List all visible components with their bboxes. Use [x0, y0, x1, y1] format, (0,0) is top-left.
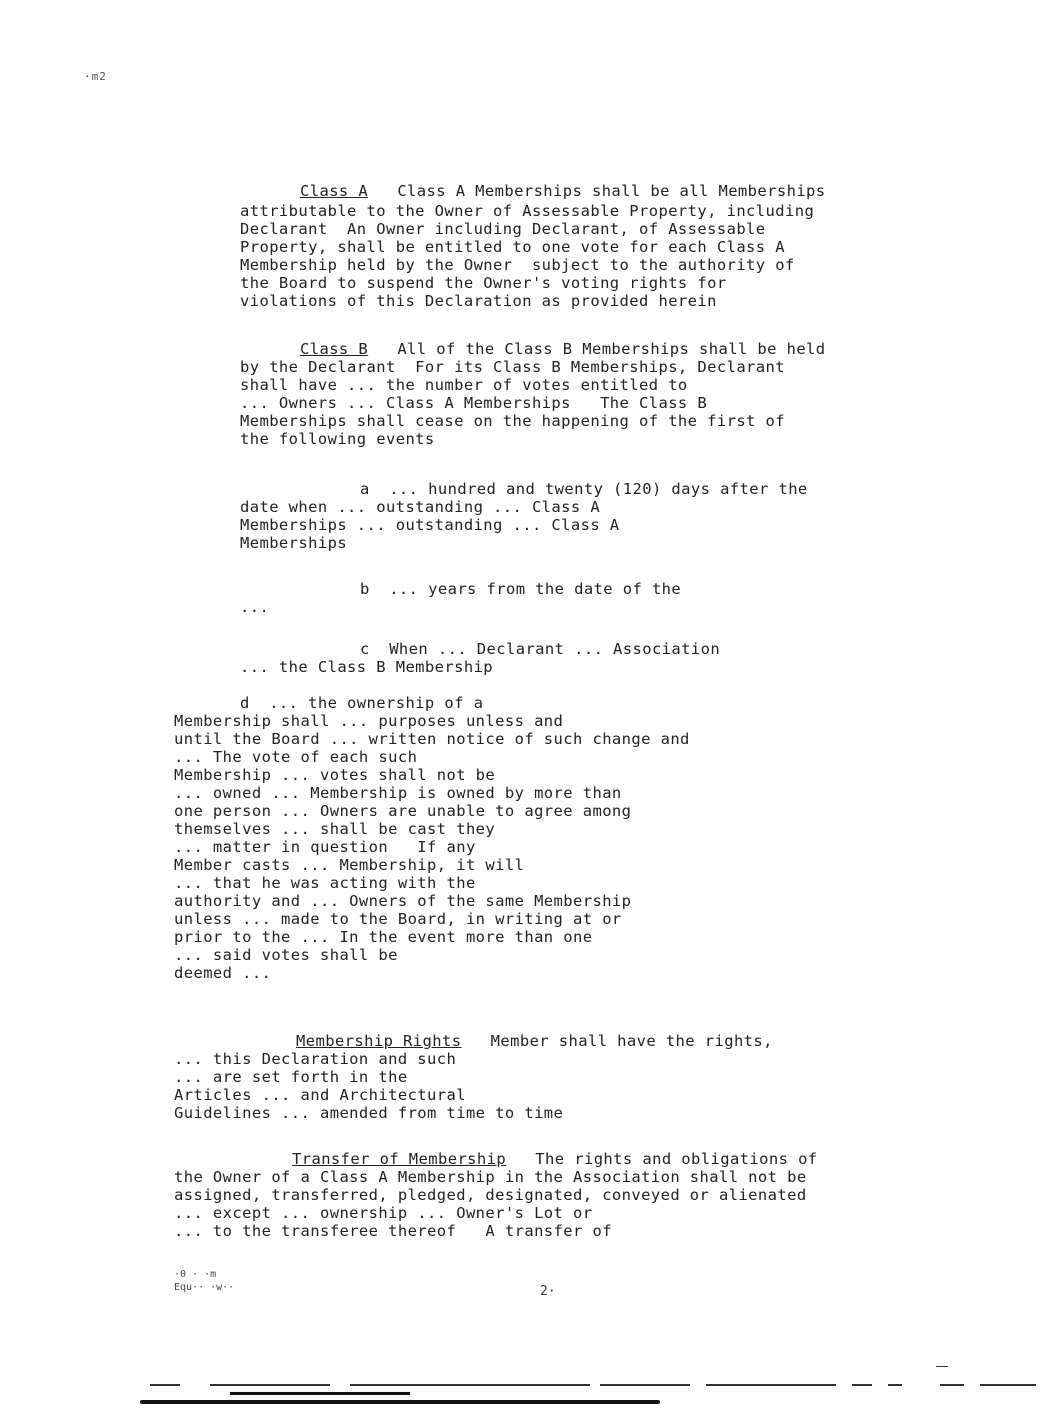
scan-artifact	[230, 1392, 410, 1395]
scan-artifact	[140, 1400, 660, 1404]
text-line: authority and ... Owners of the same Membership	[174, 892, 632, 910]
text-line: Guidelines ... amended from time to time	[174, 1104, 564, 1122]
text-line: Class B All of the Class B Memberships shall be held	[300, 340, 826, 358]
text-line: by the Declarant For its Class B Memberships, Declarant	[240, 358, 785, 376]
scan-artifact	[852, 1384, 872, 1386]
text-line: d ... the ownership of a	[240, 694, 484, 712]
text-line: Memberships ... outstanding ... Class A	[240, 516, 620, 534]
text-line: ... to the transferee thereof A transfer of	[174, 1222, 612, 1240]
text-line: a ... hundred and twenty (120) days after the	[360, 480, 808, 498]
text-line: one person ... Owners are unable to agree among	[174, 802, 632, 820]
text-line: ... this Declaration and such	[174, 1050, 457, 1068]
scan-artifact	[980, 1384, 1036, 1386]
text-line: Memberships	[240, 534, 348, 552]
section-heading: Membership Rights	[296, 1032, 462, 1050]
text-line: Membership Rights Member shall have the rights,	[296, 1032, 773, 1050]
text-line: shall have ... the number of votes entitled to	[240, 376, 688, 394]
text-line: Memberships shall cease on the happening of the first of	[240, 412, 785, 430]
text-line: until the Board ... written notice of such change and	[174, 730, 690, 748]
text-line: Membership held by the Owner subject to the authority of	[240, 256, 795, 274]
text-line: ... said votes shall be	[174, 946, 398, 964]
text-line: prior to the ... In the event more than one	[174, 928, 593, 946]
scan-artifact	[600, 1384, 690, 1386]
text-line: ... are set forth in the	[174, 1068, 408, 1086]
text-line: Articles ... and Architectural	[174, 1086, 466, 1104]
text-line: ... matter in question If any	[174, 838, 476, 856]
footer-line: ·0 · ·m	[174, 1269, 217, 1280]
text-line: assigned, transferred, pledged, designated, conveyed or alienated	[174, 1186, 807, 1204]
scan-artifact	[888, 1384, 902, 1386]
text-line: Class A Class A Memberships shall be all Memberships	[300, 182, 826, 200]
text-line: the Board to suspend the Owner's voting rights for	[240, 274, 727, 292]
footer-doc-id	[174, 1268, 234, 1294]
text-line: ... that he was acting with the	[174, 874, 476, 892]
scan-artifact	[940, 1384, 964, 1386]
text-line: b ... years from the date of the	[360, 580, 682, 598]
text-line: the Owner of a Class A Membership in the Association shall not be	[174, 1168, 807, 1186]
section-heading: Class A	[300, 182, 369, 200]
text-line: the following events	[240, 430, 435, 448]
scan-artifact	[150, 1384, 180, 1386]
text-line: ...	[240, 598, 279, 616]
text-line: Transfer of Membership The rights and obligations of	[292, 1150, 818, 1168]
footer-line: Equ·· ·w··	[174, 1282, 235, 1293]
text-line: deemed ...	[174, 964, 272, 982]
scan-artifact	[350, 1384, 590, 1386]
text-line: c When ... Declarant ... Association	[360, 640, 721, 658]
corner-mark: ·m2	[84, 70, 107, 83]
text-line: attributable to the Owner of Assessable Property, including	[240, 202, 815, 220]
text-line: Membership ... votes shall not be	[174, 766, 496, 784]
section-heading: Transfer of Membership	[292, 1150, 507, 1168]
text-line: violations of this Declaration as provided herein	[240, 292, 717, 310]
text-line: Member casts ... Membership, it will	[174, 856, 525, 874]
text-line: ... except ... ownership ... Owner's Lot or	[174, 1204, 593, 1222]
scan-artifact	[706, 1384, 836, 1386]
text-line: ... Owners ... Class A Memberships The Class B	[240, 394, 708, 412]
text-line: Declarant An Owner including Declarant, of Assessable	[240, 220, 766, 238]
text-line: Property, shall be entitled to one vote for each Class A	[240, 238, 785, 256]
page-number: 2·	[540, 1284, 556, 1299]
text-line: ... The vote of each such	[174, 748, 418, 766]
text-line: ... owned ... Membership is owned by more than	[174, 784, 622, 802]
section-heading: Class B	[300, 340, 369, 358]
scan-artifact	[936, 1366, 948, 1367]
text-line: themselves ... shall be cast they	[174, 820, 496, 838]
scan-artifact	[210, 1384, 330, 1386]
text-line: date when ... outstanding ... Class A	[240, 498, 601, 516]
text-line: unless ... made to the Board, in writing at or	[174, 910, 622, 928]
text-line: Membership shall ... purposes unless and	[174, 712, 564, 730]
text-line: ... the Class B Membership	[240, 658, 494, 676]
